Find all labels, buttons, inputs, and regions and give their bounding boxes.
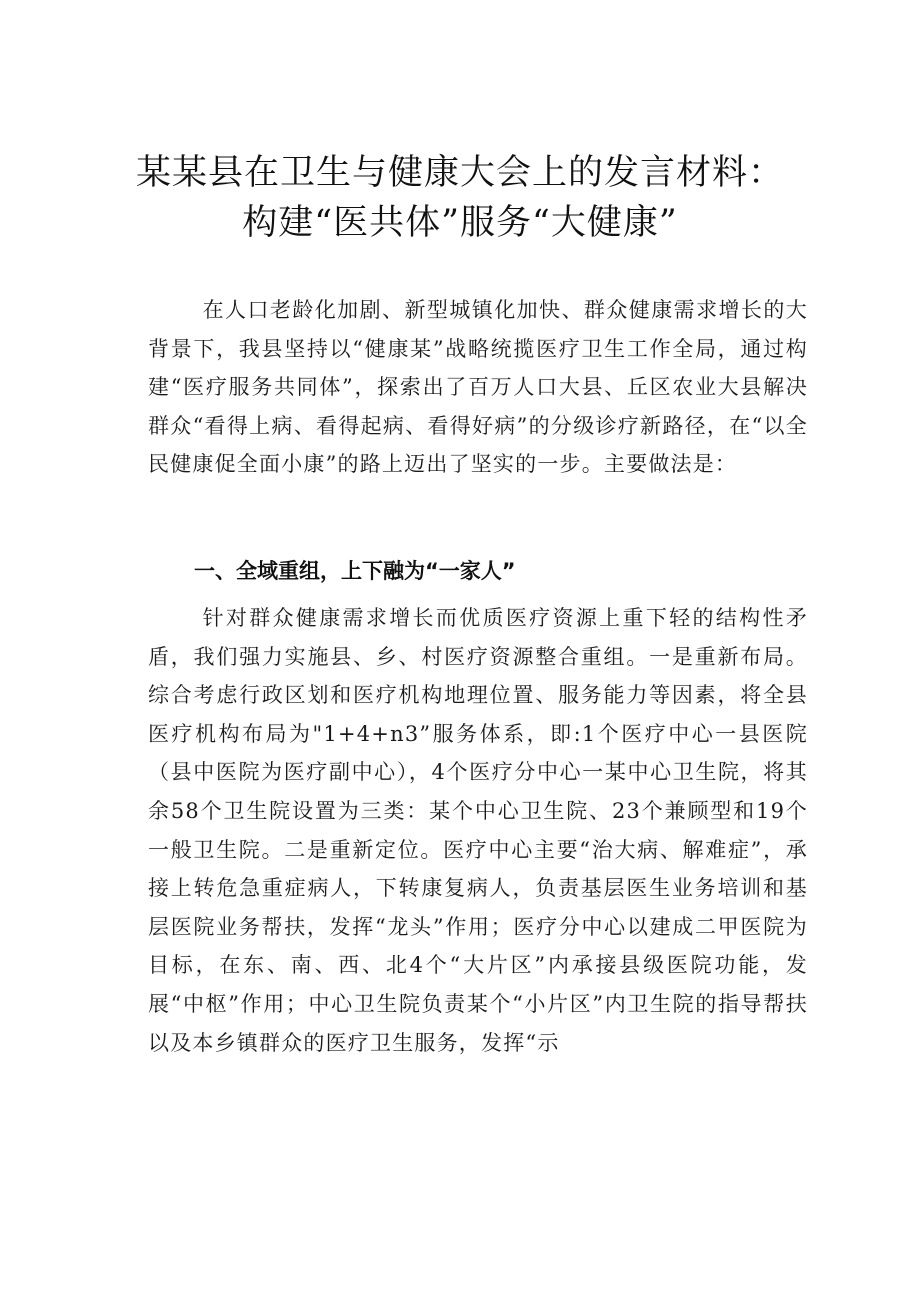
section-1-paragraph-block <box>148 599 808 1062</box>
section-1-paragraph: 针对群众健康需求增长而优质医疗资源上重下轻的结构性矛盾，我们强力实施县、乡、村医疗资源整合重组。一是重新布局。综合考虑行政区划和医疗机构地理位置、服务能力等因素，将全县医疗机构布局为"1+4+n3”服务体系，即:1个医疗中心一县医院（县中医院为医疗副中心），4个医疗分中心一某中心卫生院，将其余58个卫生院设置为三类：某个中心卫生院、23个兼顾型和19个一般卫生院。二是重新定位。医疗中心主要“治大病、解难症”，承接上转危急重症病人，下转康复病人，负责基层医生业务培训和基层医院业务帮扶，发挥“龙头”作用；医疗分中心以建成二甲医院为目标，在东、南、西、北4个“大片区”内承接县级医院功能，发展“中枢”作用；中心卫生院负责某个“小片区”内卫生院的指导帮扶以及本乡镇群众的医疗卫生服务，发挥“示 <box>148 606 808 1055</box>
intro-paragraph: 在人口老龄化加剧、新型城镇化加快、群众健康需求增长的大背景下，我县坚持以“健康某”战略统揽医疗卫生工作全局，通过构建“医疗服务共同体”，探索出了百万人口大县、丘区农业大县解决群众“看得上病、看得起病、看得好病”的分级诊疗新路径，在“以全民健康促全面小康”的路上迈出了坚实的一步。主要做法是： <box>148 298 808 477</box>
title-line-2: 构建“医共体”服务“大健康” <box>242 203 678 243</box>
intro-paragraph-block <box>148 291 808 484</box>
title-line-1: 某某县在卫生与健康大会上的发言材料： <box>135 153 784 193</box>
document-title <box>100 148 820 248</box>
section-heading-1: 一、全域重组，上下融为“一家人” <box>194 559 516 583</box>
